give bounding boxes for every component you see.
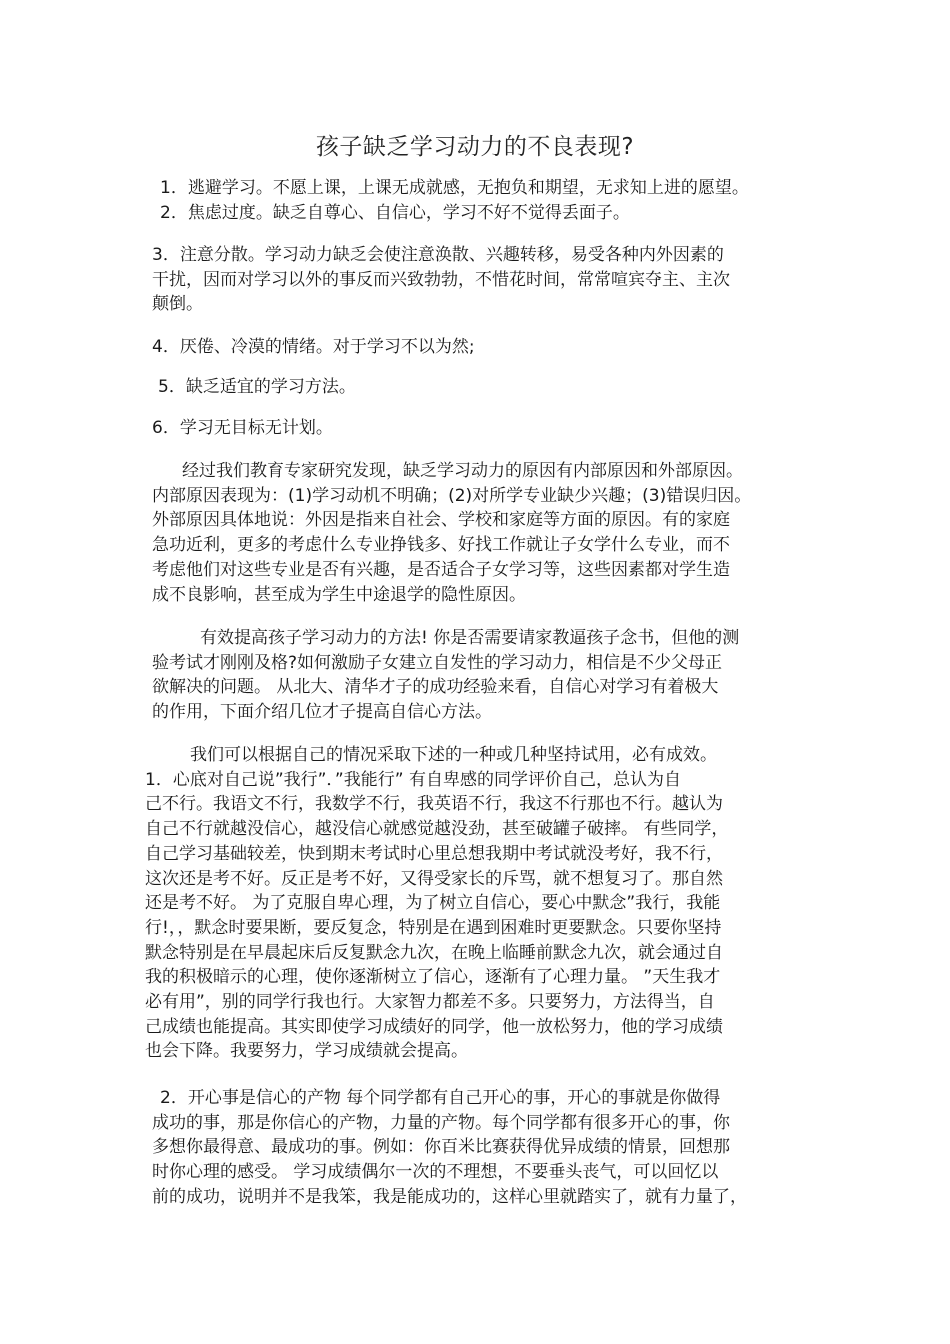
text-line: 1．心底对自己说”我行”．”我能行” 有自卑感的同学评价自己，总认为自 (145, 769, 681, 790)
text-line: 颠倒。 (152, 294, 203, 315)
text-line: 自己不行就越没信心，越没信心就感觉越没劲，甚至破罐子破摔。 有些同学， (145, 819, 729, 840)
text-line: 3．注意分散。学习动力缺乏会使注意涣散、兴趣转移，易受各种内外因素的 (152, 245, 724, 265)
list-item-6: 6．学习无目标无计划。 (152, 418, 333, 438)
text-line: 我的积极暗示的心理，使你逐渐树立了信心，逐渐有了心理力量。 ”天生我才 (145, 967, 721, 988)
text-line: 经过我们教育专家研究发现，缺乏学习动力的原因有内部原因和外部原因。 (182, 461, 743, 481)
list-item-4: 4．厌倦、冷漠的情绪。对于学习不以为然; (152, 337, 475, 357)
page-title: 孩子缺乏学习动力的不良表现? (315, 134, 635, 160)
text-line: 行!，，默念时要果断，要反复念，特别是在遇到困难时更要默念。只要你坚持 (145, 917, 722, 938)
paragraph-method-2 (152, 1086, 747, 1210)
text-line: 时你心理的感受。 学习成绩偶尔一次的不理想，不要垂头丧气，可以回忆以 (152, 1162, 719, 1183)
text-line: 有效提高孩子学习动力的方法! 你是否需要请家教逼孩子念书，但他的测 (200, 628, 740, 648)
text-line: 考虑他们对这些专业是否有兴趣，是否适合子女学习等，这些因素都对学生造 (152, 559, 730, 580)
text-line: 必有用”，别的同学行我也行。大家智力都差不多。只要努力，方法得当，自 (145, 992, 715, 1013)
text-line: 急功近利，更多的考虑什么专业挣钱多、好找工作就让子女学什么专业，而不 (152, 535, 730, 556)
text-line: 我们可以根据自己的情况采取下述的一种或几种坚持试用，必有成效。 (190, 745, 717, 765)
text-line: 2．开心事是信心的产物 每个同学都有自己开心的事，开心的事就是你做得 (160, 1088, 721, 1108)
paragraph-method-1 (145, 743, 728, 1064)
text-line: 己不行。我语文不行，我数学不行，我英语不行，我这不行那也不行。越认为 (145, 794, 723, 815)
paragraph-methods (152, 626, 739, 725)
text-line: 干扰，因而对学习以外的事反而兴致勃勃，不惜花时间，常常喧宾夺主、主次 (152, 269, 730, 290)
text-line: 这次还是考不好。反正是考不好，又得受家长的斥骂，就不想复习了。那自然 (145, 868, 723, 889)
text-line: 也会下降。我要努力，学习成绩就会提高。 (145, 1041, 468, 1062)
text-line: 默念特别是在早晨起床后反复默念九次，在晚上临睡前默念九次，就会通过自 (145, 942, 723, 963)
text-line: 多想你最得意、最成功的事。例如：你百米比赛获得优异成绩的情景，回想那 (152, 1137, 730, 1158)
list-item-2: 2．焦虑过度。缺乏自尊心、自信心，学习不好不觉得丢面子。 (160, 203, 630, 223)
text-line: 还是考不好。 为了克服自卑心理，为了树立自信心，要心中默念”我行，我能 (145, 893, 721, 914)
text-line: 的作用，下面介绍几位才子提高自信心方法。 (152, 702, 492, 723)
text-line: 欲解决的问题。 从北大、清华才子的成功经验来看，自信心对学习有着极大 (152, 677, 719, 698)
text-line: 成不良影响，甚至成为学生中途退学的隐性原因。 (152, 584, 526, 605)
paragraph-causes (152, 459, 751, 607)
text-line: 己成绩也能提高。其实即使学习成绩好的同学，他一放松努力，他的学习成绩 (145, 1016, 723, 1037)
text-line: 内部原因表现为：(1)学习动机不明确；(2)对所学专业缺少兴趣；(3)错误归因。 (152, 485, 752, 506)
list-item-1: 1．逃避学习。不愿上课，上课无成就感，无抱负和期望，无求知上进的愿望。 (160, 178, 749, 198)
text-line: 前的成功，说明并不是我笨，我是能成功的，这样心里就踏实了，就有力量了， (152, 1186, 747, 1207)
text-line: 验考试才刚刚及格?如何激励子女建立自发性的学习动力，相信是不少父母正 (152, 652, 723, 673)
text-line: 自己学习基础较差，快到期末考试时心里总想我期中考试就没考好，我不行， (145, 843, 723, 864)
text-line: 外部原因具体地说：外因是指来自社会、学校和家庭等方面的原因。有的家庭 (152, 510, 730, 531)
list-item-3 (152, 243, 730, 317)
text-line: 成功的事，那是你信心的产物，力量的产物。每个同学都有很多开心的事，你 (152, 1112, 730, 1133)
list-item-5: 5．缺乏适宜的学习方法。 (158, 377, 356, 397)
